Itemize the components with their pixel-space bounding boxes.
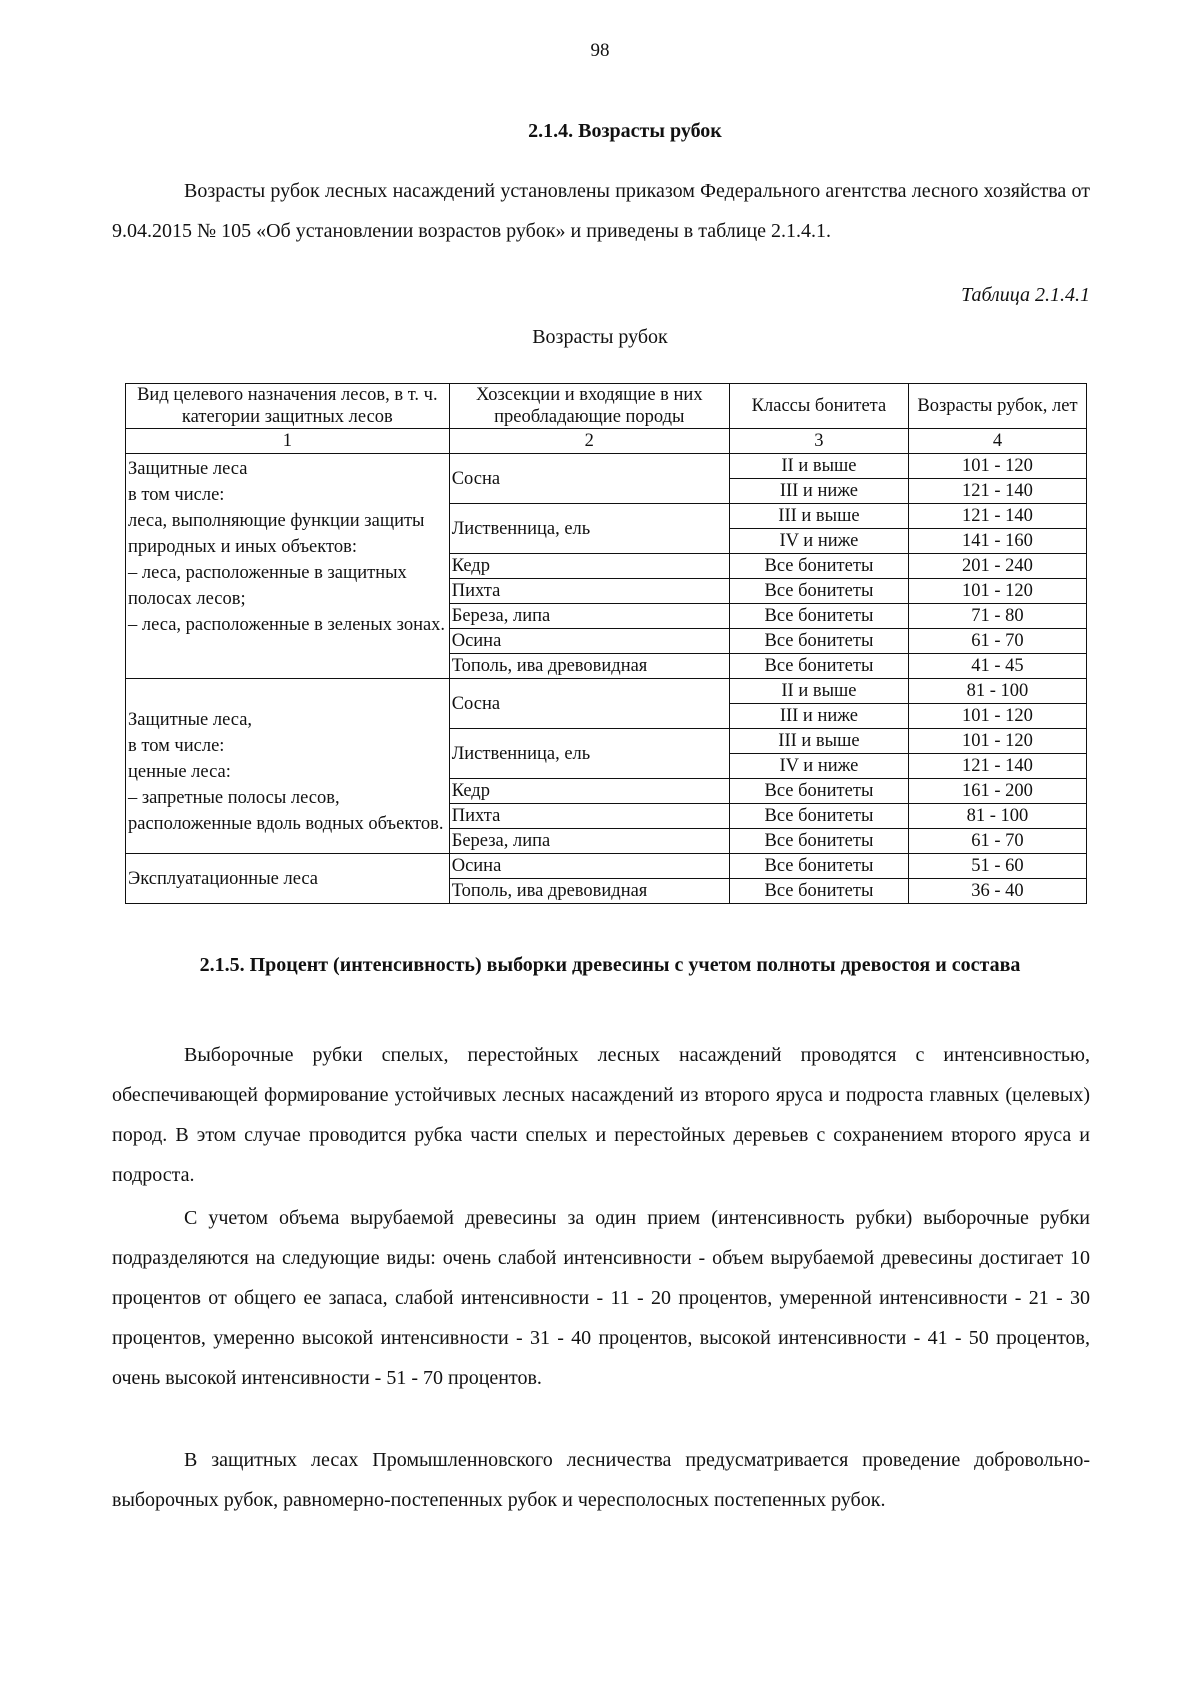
species-cell: Лиственница, ель [449,729,729,779]
site-class-cell: Все бонитеты [729,579,908,604]
age-cell: 101 - 120 [908,579,1086,604]
site-class-cell: Все бонитеты [729,629,908,654]
species-cell: Тополь, ива древовидная [449,654,729,679]
site-class-cell: IV и ниже [729,754,908,779]
exploitation-forests-cell: Эксплуатационные леса [126,854,450,904]
page-number: 98 [590,40,610,61]
header-species: Хозсекции и входящие в них преобладающие породы [449,384,729,429]
site-class-cell: II и выше [729,679,908,704]
site-class-cell: Все бонитеты [729,804,908,829]
species-cell: Кедр [449,554,729,579]
section-heading-2-1-4: 2.1.4. Возрасты рубок [528,120,722,142]
table-row [126,679,1087,704]
site-class-cell: III и ниже [729,479,908,504]
age-cell: 61 - 70 [908,629,1086,654]
age-cell: 101 - 120 [908,704,1086,729]
age-cell: 101 - 120 [908,454,1086,479]
site-class-cell: Все бонитеты [729,554,908,579]
species-cell: Береза, липа [449,604,729,629]
species-cell: Осина [449,854,729,879]
species-cell: Пихта [449,579,729,604]
age-cell: 121 - 140 [908,504,1086,529]
column-number: 3 [729,429,908,454]
age-cell: 161 - 200 [908,779,1086,804]
age-cell: 101 - 120 [908,729,1086,754]
species-cell: Пихта [449,804,729,829]
age-cell: 121 - 140 [908,479,1086,504]
age-cell: 71 - 80 [908,604,1086,629]
age-cell: 81 - 100 [908,679,1086,704]
header-cutting-age: Возрасты рубок, лет [908,384,1086,429]
column-number: 4 [908,429,1086,454]
site-class-cell: III и ниже [729,704,908,729]
table-caption: Таблица 2.1.4.1 [961,284,1090,306]
body-paragraph: С учетом объема вырубаемой древесины за один прием (интенсивность рубки) выборочные рубки подразделяются на следующие виды: очень слабой интенсивности - объем вырубаемой древесины достигает 10 процентов от общего ее запаса, слабой интенсивности - 11 - 20 процентов, умеренной интенсивности - 21 - 30 процентов, умеренно высокой интенсивности - 31 - 40 процентов, высокой интенсивности - 41 - 50 процентов, очень высокой интенсивности - 51 - 70 процентов. [112,1207,1090,1389]
group1-purpose-cell: Защитные леса в том числе: леса, выполняющие функции защиты природных и иных объектов: – леса, расположенные в защитных полосах лесов; – леса, расположенные в зеленых зонах. [126,454,450,679]
column-number: 2 [449,429,729,454]
species-cell: Тополь, ива древовидная [449,879,729,904]
table-title: Возрасты рубок [532,326,668,348]
age-cell: 81 - 100 [908,804,1086,829]
header-site-class: Классы бонитета [729,384,908,429]
intro-paragraph: Возрасты рубок лесных насаждений установлены приказом Федерального агентства лесного хозяйства от 9.04.2015 № 105 «Об установлении возрастов рубок» и приведены в таблице 2.1.4.1. [112,180,1090,242]
body-paragraph: Выборочные рубки спелых, перестойных лесных насаждений проводятся с интенсивностью, обеспечивающей формирование устойчивых лесных насаждений из второго яруса и подроста главных (целевых) пород. В этом случае проводится рубка части спелых и перестойных деревьев с сохранением второго яруса и подроста. [112,1044,1090,1186]
site-class-cell: Все бонитеты [729,854,908,879]
site-class-cell: IV и ниже [729,529,908,554]
site-class-cell: Все бонитеты [729,779,908,804]
table-row [126,454,1087,479]
group2-purpose-cell: Защитные леса, в том числе: ценные леса: – запретные полосы лесов, расположенные вдоль водных объектов. [126,679,450,854]
site-class-cell: III и выше [729,504,908,529]
age-cell: 41 - 45 [908,654,1086,679]
age-cell: 141 - 160 [908,529,1086,554]
section-heading-2-1-5: 2.1.5. Процент (интенсивность) выборки древесины с учетом полноты древостоя и состава [199,954,1021,976]
species-cell: Сосна [449,454,729,504]
site-class-cell: Все бонитеты [729,879,908,904]
table-row [126,854,1087,879]
table-header-row [126,384,1087,429]
site-class-cell: Все бонитеты [729,829,908,854]
age-cell: 36 - 40 [908,879,1086,904]
age-cell: 51 - 60 [908,854,1086,879]
site-class-cell: III и выше [729,729,908,754]
body-paragraph: В защитных лесах Промышленновского лесничества предусматривается проведение добровольно-выборочных рубок, равномерно-постепенных рубок и чересполосных постепенных рубок. [112,1449,1090,1511]
site-class-cell: Все бонитеты [729,654,908,679]
header-purpose: Вид целевого назначения лесов, в т. ч. категории защитных лесов [126,384,450,429]
age-cell: 201 - 240 [908,554,1086,579]
species-cell: Осина [449,629,729,654]
column-number: 1 [126,429,450,454]
species-cell: Кедр [449,779,729,804]
age-cell: 61 - 70 [908,829,1086,854]
cutting-ages-table [125,383,1087,904]
column-number-row [126,429,1087,454]
site-class-cell: Все бонитеты [729,604,908,629]
species-cell: Лиственница, ель [449,504,729,554]
species-cell: Сосна [449,679,729,729]
age-cell: 121 - 140 [908,754,1086,779]
species-cell: Береза, липа [449,829,729,854]
site-class-cell: II и выше [729,454,908,479]
